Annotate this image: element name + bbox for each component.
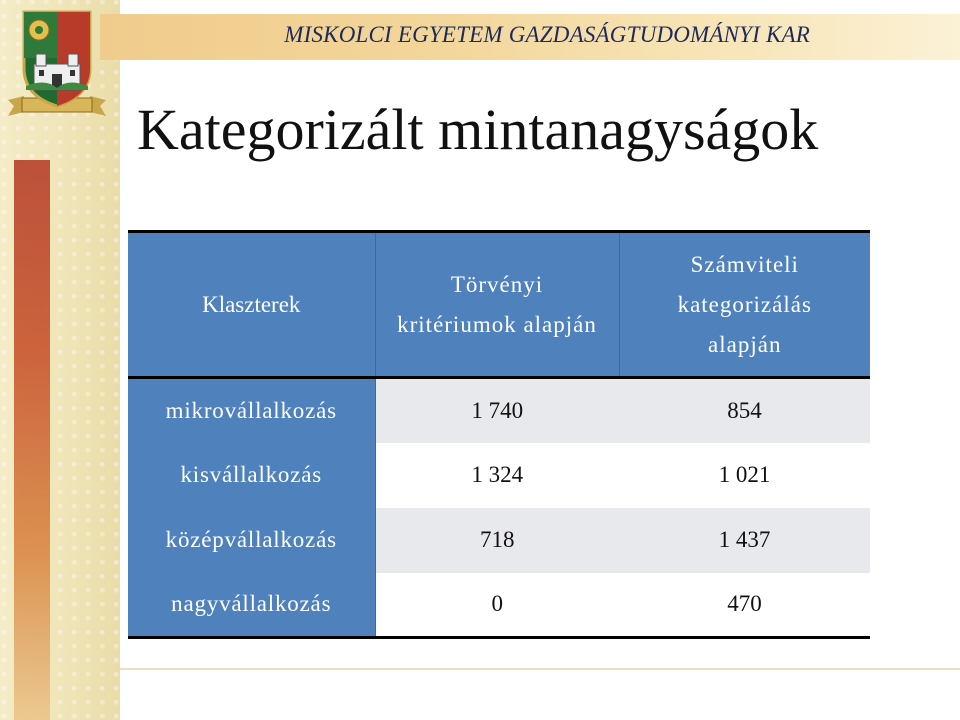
column-header-line: kategorizálás [677,291,812,317]
column-header-line: alapján [708,331,782,357]
column-header-legal-criteria [375,232,619,378]
table-header-row [128,232,870,378]
column-header-line: Törvényi [450,271,544,297]
accounting-value: 854 [619,378,870,443]
column-header-accounting [619,232,870,378]
table-row [128,508,870,573]
table-row [128,573,870,638]
legal-criteria-value: 718 [375,508,619,573]
table-row [128,443,870,508]
row-label: mikrovállalkozás [128,378,375,443]
accounting-value: 1 021 [619,443,870,508]
sample-size-table [128,230,870,639]
legal-criteria-value: 0 [375,573,619,638]
column-header-line: Klaszterek [202,291,301,317]
column-header-line: kritériumok alapján [397,311,597,337]
legal-criteria-value: 1 740 [375,378,619,443]
column-header-clusters [128,232,375,378]
footer-divider [120,668,960,670]
accounting-value: 1 437 [619,508,870,573]
row-label: kisvállalkozás [128,443,375,508]
column-header-line: Számviteli [690,251,799,277]
row-label: középvállalkozás [128,508,375,573]
left-red-stripe [14,160,50,720]
accounting-value: 470 [619,573,870,638]
table-row [128,378,870,443]
legal-criteria-value: 1 324 [375,443,619,508]
row-label: nagyvállalkozás [128,573,375,638]
page-title: Kategorizált mintanagyságok [137,97,819,162]
institution-name: MISKOLCI EGYETEM GAZDASÁGTUDOMÁNYI KAR [284,22,810,47]
university-crest-icon [6,8,108,122]
